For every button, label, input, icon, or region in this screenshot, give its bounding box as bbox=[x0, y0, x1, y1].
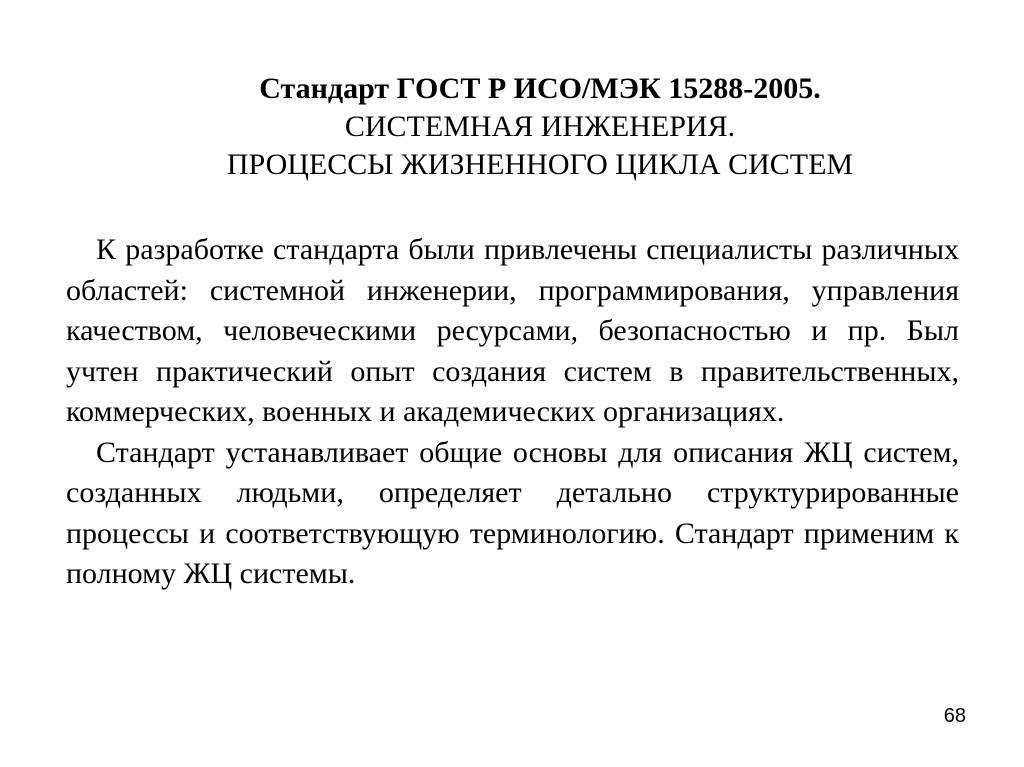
body-paragraph-2: Стандарт устанавливает общие основы для описания ЖЦ систем, созданных людьми, определяет детально структурированные процессы и соответствующую терминологию. Стандарт применим к полному ЖЦ системы. bbox=[66, 435, 959, 590]
title-standard-name: Стандарт ГОСТ Р ИСО/МЭК 15288-2005. bbox=[259, 72, 821, 105]
title-subtitle-2: ПРОЦЕССЫ ЖИЗНЕННОГО ЦИКЛА СИСТЕМ bbox=[226, 148, 854, 181]
page-number: 68 bbox=[943, 705, 966, 727]
slide-body bbox=[66, 230, 959, 595]
body-paragraph-1: К разработке стандарта были привлечены специалисты различных областей: системной инженерии, программирования, управления качеством, человеческими ресурсами, безопасностью и пр. Был учтен практический опыт создания систем в правительственных, коммерческих, военных и академических организациях. bbox=[66, 233, 959, 428]
slide-title bbox=[160, 70, 920, 184]
title-subtitle-1: СИСТЕМНАЯ ИНЖЕНЕРИЯ. bbox=[344, 110, 736, 143]
